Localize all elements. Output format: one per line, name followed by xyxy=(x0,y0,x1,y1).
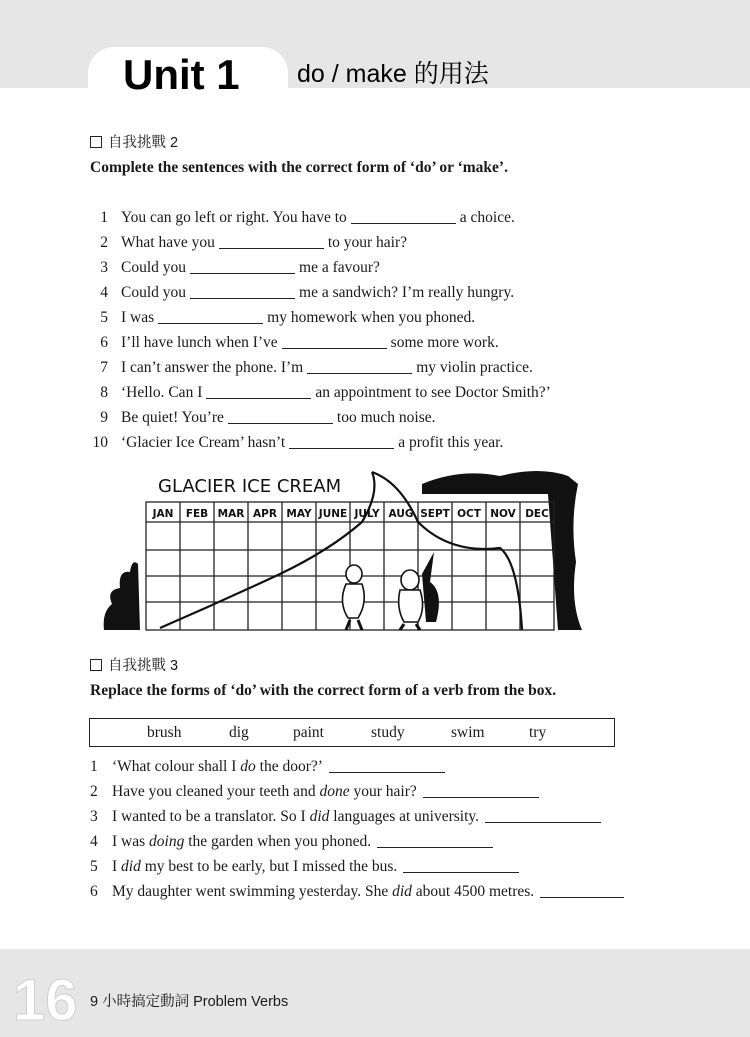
item-number: 10 xyxy=(92,434,108,451)
item-text-after: about 4500 metres. xyxy=(411,883,535,900)
challenge-2-heading xyxy=(90,134,178,152)
item-number: 5 xyxy=(100,309,108,326)
answer-blank[interactable] xyxy=(377,832,493,848)
item-text-after: a choice. xyxy=(459,209,515,226)
word-option: try xyxy=(529,724,547,741)
item-number: 6 xyxy=(100,334,108,351)
answer-blank[interactable] xyxy=(329,757,445,773)
month-label: OCT xyxy=(457,508,481,520)
month-label: MAY xyxy=(286,508,312,520)
exercise-item xyxy=(90,233,407,253)
item-text-after: to your hair? xyxy=(327,234,408,251)
item-number: 6 xyxy=(90,883,98,900)
exercise-item xyxy=(90,757,449,777)
item-text-after: the garden when you phoned. xyxy=(184,833,372,850)
item-text-after: the door?’ xyxy=(255,758,323,775)
item-text-after: an appointment to see Doctor Smith?’ xyxy=(315,384,551,401)
challenge-2-heading-text: 自我挑戰 2 xyxy=(108,135,179,151)
exercise-item xyxy=(90,283,514,303)
answer-blank[interactable] xyxy=(423,782,539,798)
cartoon-figures xyxy=(342,552,438,630)
month-label: JUNE xyxy=(318,508,348,520)
month-label: AUG xyxy=(388,508,414,520)
item-number: 4 xyxy=(100,284,108,301)
item-text-before: What have you xyxy=(121,234,215,251)
item-text-after: my best to be early, but I missed the bus. xyxy=(140,858,398,875)
unit-subtitle: do / make 的用法 xyxy=(297,60,489,88)
month-label: MAR xyxy=(217,508,245,520)
challenge-3-heading-text: 自我挑戰 3 xyxy=(108,658,179,674)
month-label: JULY xyxy=(354,508,380,520)
answer-blank[interactable] xyxy=(190,283,295,299)
item-text-after: a profit this year. xyxy=(398,434,504,451)
item-number: 2 xyxy=(100,234,108,251)
item-text-after: languages at university. xyxy=(329,808,480,825)
item-text-before: I’ll have lunch when I’ve xyxy=(121,334,278,351)
cartoon-sign: GLACIER ICE CREAM xyxy=(158,476,342,497)
item-text-after: me a sandwich? I’m really hungry. xyxy=(299,284,515,301)
item-text-before: I xyxy=(112,858,122,875)
item-text-before: My daughter went swimming yesterday. She xyxy=(112,883,393,900)
item-text-before: You can go left or right. You have to xyxy=(121,209,347,226)
exercise-item xyxy=(90,782,543,802)
item-text-before: ‘Hello. Can I xyxy=(121,384,203,401)
item-text-before: I can’t answer the phone. I’m xyxy=(121,359,304,376)
item-number: 4 xyxy=(90,833,98,850)
challenge-3-instruction: Replace the forms of ‘do’ with the correct form of a verb from the box. xyxy=(90,682,557,699)
page-number: 16 xyxy=(13,968,78,1033)
item-text-after: my homework when you phoned. xyxy=(267,309,476,326)
exercise-item xyxy=(90,358,533,378)
month-label: DEC xyxy=(525,508,549,520)
item-verb: done xyxy=(319,783,350,800)
exercise-item xyxy=(90,333,499,353)
item-text-after: your hair? xyxy=(349,783,417,800)
item-number: 3 xyxy=(100,259,108,276)
answer-blank[interactable] xyxy=(282,333,387,349)
item-text-before: ‘What colour shall I xyxy=(112,758,241,775)
month-label: SEPT xyxy=(420,508,450,520)
item-verb: doing xyxy=(149,833,185,850)
bush-silhouette xyxy=(104,562,140,630)
item-text-after: me a favour? xyxy=(299,259,380,276)
exercise-item xyxy=(90,807,605,827)
answer-blank[interactable] xyxy=(307,358,412,374)
item-verb: did xyxy=(121,858,141,875)
month-label: APR xyxy=(253,508,277,520)
answer-blank[interactable] xyxy=(351,208,456,224)
exercise-item xyxy=(90,208,515,228)
item-verb: do xyxy=(240,758,256,775)
exercise-item xyxy=(90,308,475,328)
item-number: 9 xyxy=(100,409,108,426)
exercise-item xyxy=(90,882,628,902)
item-number: 1 xyxy=(90,758,98,775)
book-title: 9 小時搞定動詞 Problem Verbs xyxy=(90,994,289,1010)
answer-blank[interactable] xyxy=(403,857,519,873)
month-label: FEB xyxy=(185,508,209,520)
answer-blank[interactable] xyxy=(540,882,624,898)
answer-blank[interactable] xyxy=(206,383,311,399)
exercise-item xyxy=(90,408,436,428)
item-text-before: ‘Glacier Ice Cream’ hasn’t xyxy=(121,434,286,451)
ice-cream-sales-cartoon xyxy=(100,462,585,632)
challenge-2-instruction: Complete the sentences with the correct form of ‘do’ or ‘make’. xyxy=(90,159,508,176)
item-number: 8 xyxy=(100,384,108,401)
month-label: JAN xyxy=(152,508,174,520)
item-number: 5 xyxy=(90,858,98,875)
item-number: 3 xyxy=(90,808,98,825)
exercise-item xyxy=(90,832,497,852)
item-text-before: I was xyxy=(112,833,150,850)
word-option: study xyxy=(371,724,405,741)
answer-blank[interactable] xyxy=(289,433,394,449)
checkbox-icon xyxy=(90,136,102,148)
item-number: 1 xyxy=(100,209,108,226)
item-text-after: too much noise. xyxy=(336,409,436,426)
item-text-before: I was xyxy=(121,309,155,326)
item-verb: did xyxy=(309,808,330,825)
checkbox-icon xyxy=(90,659,102,671)
challenge-3-heading xyxy=(90,657,178,675)
item-text-after: some more work. xyxy=(390,334,499,351)
answer-blank[interactable] xyxy=(485,807,601,823)
answer-blank[interactable] xyxy=(158,308,263,324)
item-verb: did xyxy=(392,883,412,900)
word-option: brush xyxy=(147,724,182,741)
answer-blank[interactable] xyxy=(219,233,324,249)
item-text-before: Be quiet! You’re xyxy=(121,409,224,426)
item-text-before: Could you xyxy=(121,284,187,301)
exercise-item xyxy=(90,857,523,877)
word-option: swim xyxy=(451,724,485,741)
exercise-item xyxy=(90,383,551,403)
exercise-item xyxy=(90,433,503,453)
item-number: 7 xyxy=(100,359,108,376)
item-number: 2 xyxy=(90,783,98,800)
verb-word-box xyxy=(89,718,615,747)
answer-blank[interactable] xyxy=(228,408,333,424)
word-option: dig xyxy=(229,724,249,741)
answer-blank[interactable] xyxy=(190,258,295,274)
month-label: NOV xyxy=(490,508,516,520)
item-text-before: I wanted to be a translator. So I xyxy=(112,808,310,825)
unit-title: Unit 1 xyxy=(123,51,240,98)
item-text-before: Have you cleaned your teeth and xyxy=(112,783,320,800)
word-option: paint xyxy=(293,724,324,741)
exercise-item xyxy=(90,258,380,278)
item-text-after: my violin practice. xyxy=(416,359,533,376)
item-text-before: Could you xyxy=(121,259,187,276)
